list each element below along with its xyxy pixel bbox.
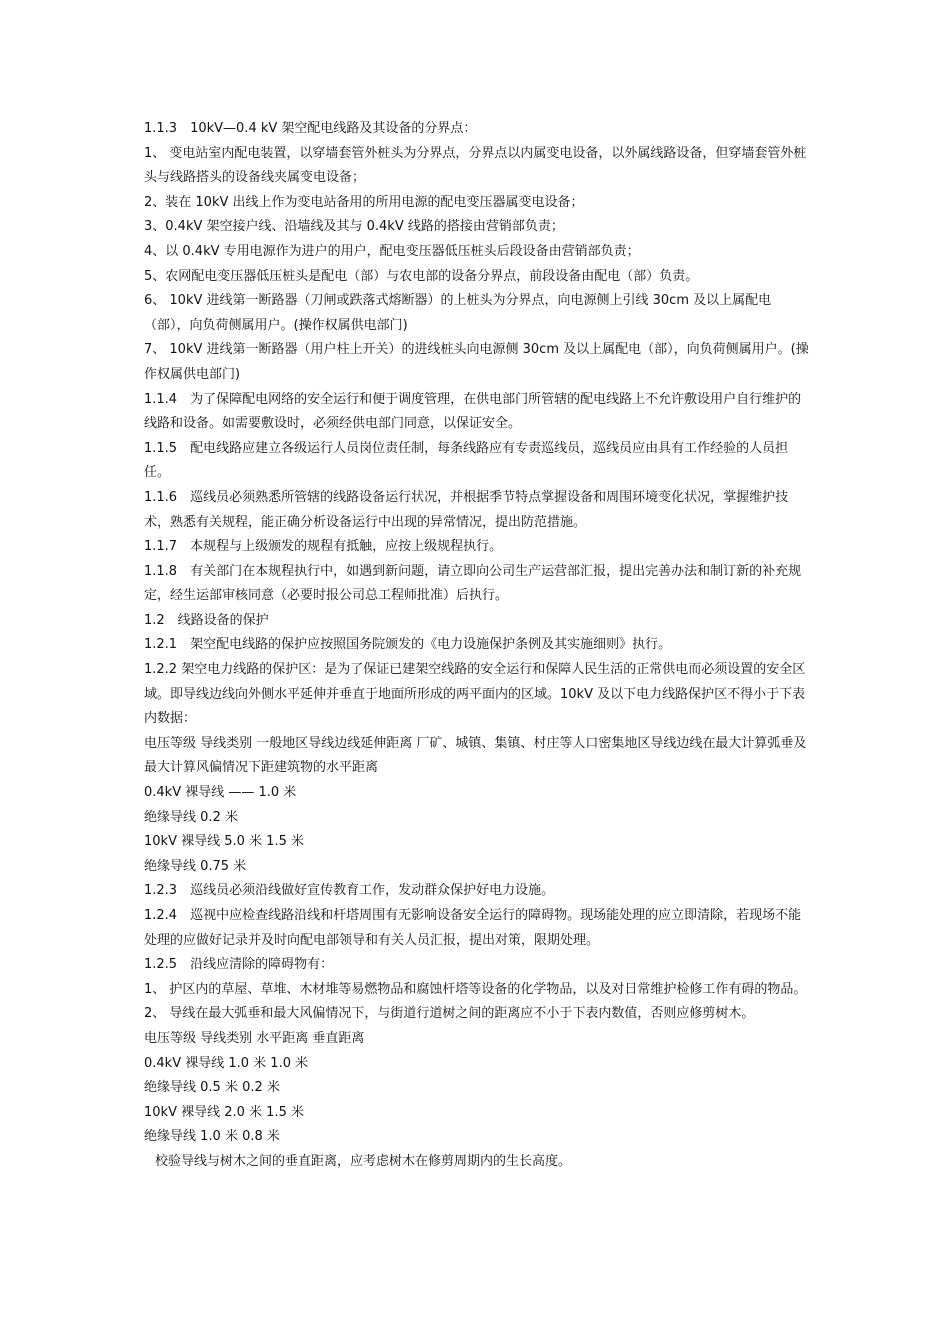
- list-item: 6、 10kV 进线第一断路器（刀闸或跌落式熔断器）的上桩头为分界点，向电源侧上引线 30cm 及以上属配电（部），向负荷侧属用户。(操作权属供电部门): [144, 293, 772, 333]
- list-item: 1、 护区内的草屋、草堆、木材堆等易燃物品和腐蚀杆塔等设备的化学物品，以及对日常维护检修工作有碍的物品。: [144, 981, 807, 997]
- clause-1-2-3: 1.2.3 巡线员必须沿线做好宣传教育工作，发动群众保护好电力设施。: [144, 883, 555, 899]
- list-item: 4、以 0.4kV 专用电源作为进户的用户，配电变压器低压桩头后段设备由营销部负责；: [144, 243, 640, 259]
- list-item: 3、0.4kV 架空接户线、沿墙线及其与 0.4kV 线路的搭接由营销部负责；: [144, 219, 564, 235]
- table-1-header: 电压等级 导线类别 一般地区导线边线延伸距离 厂矿、城镇、集镇、村庄等人口密集地区导线边线在最大计算弧垂及最大计算风偏情况下距建筑物的水平距离: [144, 735, 807, 776]
- clause-1-2-2: 1.2.2 架空电力线路的保护区：是为了保证已建架空线路的安全运行和保障人民生活的正常供电而必须设置的安全区域。即导线边线向外侧水平延伸并垂直于地面所形成的两平面内的区域。10kV 及以下电力线路保护区不得小于下表内数据：: [144, 662, 806, 727]
- list-item: 1、 变电站室内配电装置，以穿墙套管外桩头为分界点，分界点以内属变电设备，以外属线路设备，但穿墙套管外桩头与线路搭头的设备线夹属变电设备；: [144, 145, 807, 186]
- clause-1-1-8: 1.1.8 有关部门在本规程执行中，如遇到新问题，请立即向公司生产运营部汇报，提出完善办法和制订新的补充规定，经生运部审核同意（必要时报公司总工程师批准）后执行。: [144, 563, 802, 604]
- list-item: 5、农网配电变压器低压桩头是配电（部）与农电部的设备分界点，前段设备由配电（部）负责。: [144, 268, 699, 284]
- clause-1-1-6: 1.1.6 巡线员必须熟悉所管辖的线路设备运行状况，并根据季节特点掌握设备和周围环境变化状况，掌握维护技术，熟悉有关规程，能正确分析设备运行中出现的异常情况，提出防范措施。: [144, 489, 789, 530]
- document-body: [144, 117, 812, 1175]
- clause-1-2-5: 1.2.5 沿线应清除的障碍物有：: [144, 957, 334, 973]
- closing-note: 校验导线与树木之间的垂直距离，应考虑树木在修剪周期内的生长高度。: [155, 1153, 572, 1169]
- clause-1-2-1: 1.2.1 架空配电线路的保护应按照国务院颁发的《电力设施保护条例及其实施细则》执行。: [144, 637, 672, 653]
- list-item: 2、装在 10kV 出线上作为变电站备用的所用电源的配电变压器属变电设备；: [144, 194, 584, 210]
- clause-1-1-5: 1.1.5 配电线路应建立各级运行人员岗位责任制，每条线路应有专责巡线员，巡线员应由具有工作经验的人员担任。: [144, 440, 789, 481]
- table-2-row: 绝缘导线 0.5 米 0.2 米: [144, 1080, 280, 1096]
- table-2-row: 0.4kV 裸导线 1.0 米 1.0 米: [144, 1055, 309, 1071]
- section-heading-1-2: 1.2 线路设备的保护: [144, 612, 269, 628]
- table-2-row: 绝缘导线 1.0 米 0.8 米: [144, 1129, 280, 1145]
- table-1-row: 10kV 裸导线 5.0 米 1.5 米: [144, 834, 304, 850]
- table-1-row: 绝缘导线 0.2 米: [144, 809, 238, 825]
- clause-1-1-7: 1.1.7 本规程与上级颁发的规程有抵触，应按上级规程执行。: [144, 539, 503, 555]
- table-1-row: 0.4kV 裸导线 —— 1.0 米: [144, 785, 297, 801]
- table-2-row: 10kV 裸导线 2.0 米 1.5 米: [144, 1104, 304, 1120]
- clause-1-2-4: 1.2.4 巡视中应检查线路沿线和杆塔周围有无影响设备安全运行的障碍物。现场能处理的应立即清除，若现场不能处理的应做好记录并及时向配电部领导和有关人员汇报，提出对策，限期处理。: [144, 908, 802, 948]
- section-heading-1-1-3: 1.1.3 10kV—0.4 kV 架空配电线路及其设备的分界点：: [144, 121, 477, 136]
- list-item: 7、 10kV 进线第一断路器（用户柱上开关）的进线桩头向电源侧 30cm 及以上属配电（部），向负荷侧属用户。(操作权属供电部门): [144, 342, 809, 382]
- list-item: 2、 导线在最大弧垂和最大风偏情况下，与街道行道树之间的距离应不小于下表内数值，否则应修剪树木。: [144, 1006, 755, 1022]
- table-1-row: 绝缘导线 0.75 米: [144, 858, 247, 874]
- clause-1-1-4: 1.1.4 为了保障配电网络的安全运行和便于调度管理，在供电部门所管辖的配电线路上不允许敷设用户自行维护的线路和设备。如需要敷设时，必须经供电部门同意，以保证安全。: [144, 391, 802, 432]
- table-2-header: 电压等级 导线类别 水平距离 垂直距离: [144, 1030, 365, 1046]
